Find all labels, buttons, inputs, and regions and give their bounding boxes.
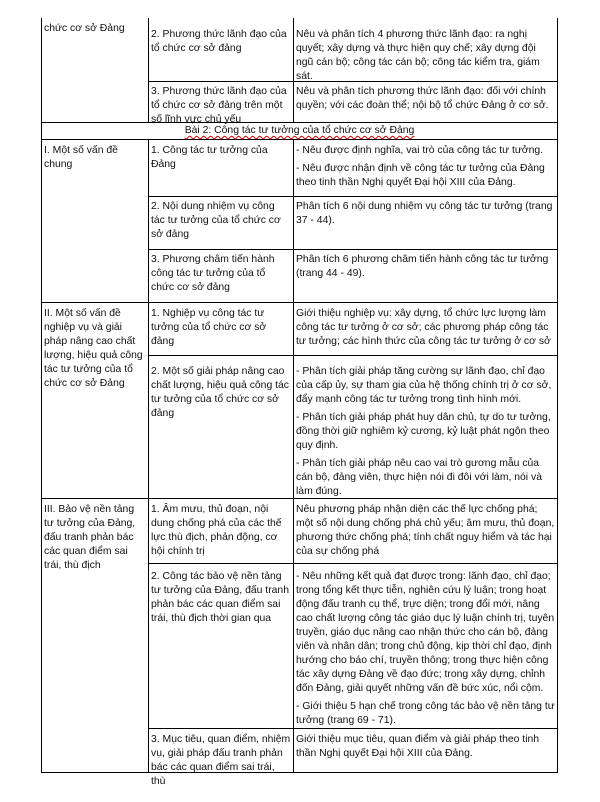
content-cell	[294, 365, 557, 503]
content-paragraph: - Phân tích giải pháp tăng cường sự lãnh đạo, chỉ đạo của cấp ủy, sự tham gia của hệ thống chính trị ở cơ sở, đẩy mạnh công tác tư tưởng trong tình hình mới.	[296, 366, 552, 405]
content-paragraph: Giới thiệu nghiệp vụ: xây dựng, tổ chức lực lượng làm công tác tư tưởng ở cơ sở; các phương pháp công tác tư tưởng; các hình thức của công tác tư tưởng ở cơ sở	[296, 308, 551, 347]
lesson-title	[42, 124, 557, 138]
topic-cell: 1. Nghiệp vụ công tác tư tưởng của tổ chức cơ sở đảng	[151, 308, 267, 347]
topic-cell: 2. Nội dung nhiệm vụ công tác tư tưởng của tổ chức cơ sở đảng	[151, 201, 281, 240]
content-cell	[294, 200, 557, 232]
content-cell	[294, 570, 557, 732]
group-title: chức cơ sở Đảng	[44, 23, 125, 34]
group-title: III. Bảo vệ nền tảng tư tưởng của Đảng, đấu tranh phản bác các quan điểm sai trái, thù địch	[44, 504, 136, 571]
row-divider	[148, 196, 558, 197]
topic-cell: 2. Một số giải pháp nâng cao chất lượng, hiệu quả công tác tư tưởng của tổ chức cơ sở đảng	[151, 366, 289, 419]
row-divider	[148, 355, 558, 356]
topic-cell: 1. Công tác tư tưởng của Đảng	[151, 145, 268, 170]
topic-cell: 1. Âm mưu, thủ đoạn, nội dung chống phá của các thế lực thù địch, phản động, cơ hội chính trị	[151, 504, 282, 557]
content-cell	[294, 733, 557, 765]
content-cell	[294, 503, 557, 563]
row-divider	[148, 563, 558, 564]
group-title: I. Một số vấn đề chung	[44, 145, 118, 170]
content-paragraph: - Phân tích giải pháp nêu cao vai trò gương mẫu của cán bộ, đảng viên, thực hiện nói đi đôi với làm, nói và làm đúng.	[296, 458, 542, 497]
content-paragraph: Nêu và phân tích phương thức lãnh đạo: đối với chính quyền; với các đoàn thể; nội bộ tổ chức Đảng ở cơ sở.	[296, 86, 549, 111]
content-cell	[294, 144, 557, 194]
content-cell	[294, 28, 557, 88]
content-cell	[294, 253, 557, 285]
table-border-bottom	[41, 772, 558, 773]
row-divider	[41, 139, 558, 140]
content-paragraph: Giới thiệu mục tiêu, quan điểm và giải pháp theo tinh thần Nghị quyết Đại hội XIII của Đảng.	[296, 734, 540, 759]
topic-cell: 3. Mục tiêu, quan điểm, nhiệm vụ, giải pháp đấu tranh phản bác các quan điểm sai trái, thù	[151, 734, 291, 787]
topic-cell: 2. Phương thức lãnh đạo của tổ chức cơ sở đảng	[151, 29, 287, 54]
content-paragraph: - Phân tích giải pháp phát huy dân chủ, tự do tư tưởng, đồng thời giữ nghiêm kỷ cương, kỷ luật phát ngôn theo quy định.	[296, 412, 551, 451]
row-divider	[41, 122, 558, 123]
topic-cell: 3. Phương thức lãnh đạo của tổ chức cơ sở đảng trên một số lĩnh vực chủ yếu	[151, 86, 287, 125]
content-paragraph: - Nêu những kết quả đạt được trong: lãnh đạo, chỉ đạo; trong tổng kết thực tiễn, nghiên cứu lý luận; trong hoạt động đấu tranh cụ thể, trực diện; trong đổi mới, nâng cao chất lượng công tác giáo dục lý luận chính trị, tuyên truyền, giáo dục nâng cao nhận thức cho cán bộ, đảng viên và nhân dân; trong chủ động, kịp thời chỉ đạo, định hướng cho báo chí, truyền thông; trong thực hiện công tác xây dựng Đảng về đạo đức; trong xây dựng, chỉnh đốn Đảng, giải quyết những vấn đề bức xúc, nổi cộm.	[296, 571, 555, 694]
content-paragraph: - Nêu được nhận định về công tác tư tưởng của Đảng theo tinh thần Nghị quyết Đại hội XIII của Đảng.	[296, 163, 545, 188]
content-paragraph: Nêu phương pháp nhận diện các thế lực chống phá; một số nội dung chống phá chủ yếu; âm mưu, thủ đoạn, phương thức chống phá; tính chất nguy hiểm và tác hại của sự chống phá	[296, 504, 555, 557]
content-cell	[294, 85, 557, 117]
lesson-title-text: Bài 2: Công tác tư tưởng của tổ chức cơ sở Đảng	[184, 125, 415, 136]
table-border-right	[557, 18, 558, 773]
group-title: II. Một số vấn đề nghiệp vụ và giải pháp nâng cao chất lượng, hiệu quả công tác tư tưởng của tổ chức cơ sở Đảng	[44, 308, 143, 389]
content-paragraph: - Giới thiệu 5 hạn chế trong công tác bảo vệ nền tảng tư tưởng (trang 69 - 71).	[296, 701, 555, 726]
content-paragraph: - Nêu được định nghĩa, vai trò của công tác tư tưởng.	[296, 145, 544, 156]
row-divider	[148, 249, 558, 250]
content-paragraph: Phân tích 6 phương châm tiến hành công tác tư tưởng (trang 44 - 49).	[296, 254, 549, 279]
content-cell	[294, 307, 557, 353]
content-paragraph: Nêu và phân tích 4 phương thức lãnh đạo: ra nghị quyết; xây dựng và thực hiện quy chế; xây dựng đội ngũ cán bộ; công tác cán bộ; công tác kiểm tra, giám sát.	[296, 29, 540, 82]
row-divider	[41, 302, 558, 303]
topic-cell: 3. Phương châm tiến hành công tác tư tưởng của tổ chức cơ sở đảng	[151, 254, 275, 293]
topic-cell: 2. Công tác bảo vệ nền tảng tư tưởng của Đảng, đấu tranh phản bác các quan điểm sai trái, thù địch thời gian qua	[151, 571, 289, 624]
content-paragraph: Phân tích 6 nội dung nhiệm vụ công tác tư tưởng (trang 37 - 44).	[296, 201, 553, 226]
